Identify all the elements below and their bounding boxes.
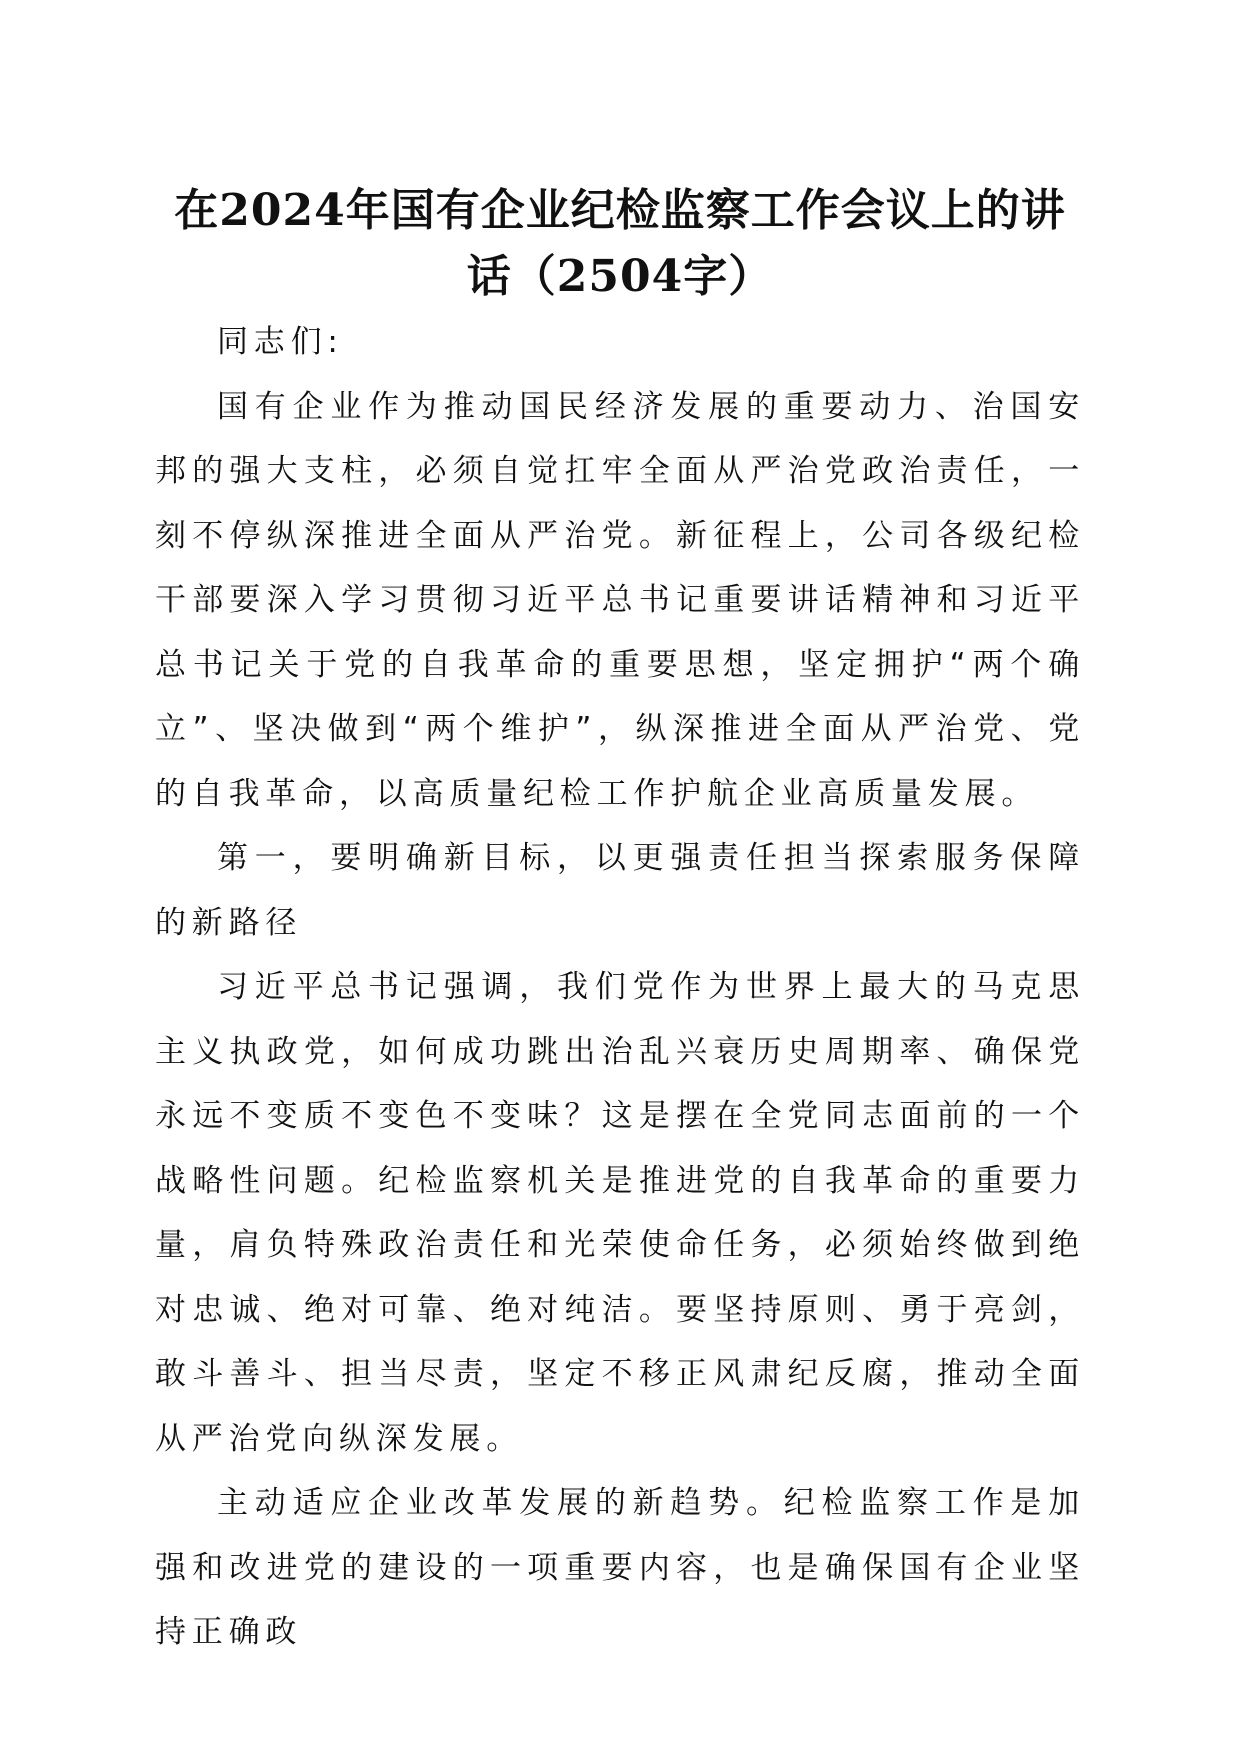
greeting: 同志们: [217, 324, 344, 360]
document-body [155, 310, 1085, 1665]
section-heading-1: 第一，要明确新目标，以更强责任担当探索服务保障的新路径 [155, 840, 1085, 941]
paragraph-intro: 国有企业作为推动国民经济发展的重要动力、治国安邦的强大支柱，必须自觉扛牢全面从严治党政治责任，一刻不停纵深推进全面从严治党。新征程上，公司各级纪检干部要深入学习贯彻习近平总书记重要讲话精神和习近平总书记关于党的自我革命的重要思想，坚定拥护“两个确立”、坚决做到“两个维护”，纵深推进全面从严治党、党的自我革命，以高质量纪检工作护航企业高质量发展。 [155, 388, 1085, 812]
paragraph-xi-quote: 习近平总书记强调，我们党作为世界上最大的马克思主义执政党，如何成功跳出治乱兴衰历史周期率、确保党永远不变质不变色不变味？这是摆在全党同志面前的一个战略性问题。纪检监察机关是推进党的自我革命的重要力量，肩负特殊政治责任和光荣使命任务，必须始终做到绝对忠诚、绝对可靠、绝对纯洁。要坚持原则、勇于亮剑，敢斗善斗、担当尽责，坚定不移正风肃纪反腐，推动全面从严治党向纵深发展。 [155, 969, 1085, 1457]
title-line-2: 话（2504字） [466, 251, 774, 302]
document-title [150, 178, 1090, 310]
title-line-1: 在2024年国有企业纪检监察工作会议上的讲 [174, 185, 1066, 236]
paragraph-reform-trend: 主动适应企业改革发展的新趋势。纪检监察工作是加强和改进党的建设的一项重要内容，也是确保国有企业坚持正确政 [155, 1485, 1085, 1650]
